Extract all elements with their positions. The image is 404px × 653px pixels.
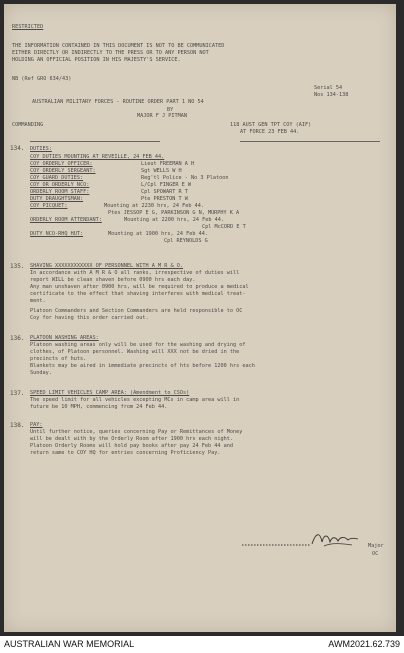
reference: NB (Ref GRO 634/43) [12,76,72,82]
duty-label: DUTY DRAUGHTSMAN: [30,196,84,202]
signature-rank: Major [368,543,384,549]
archive-footer [0,636,404,653]
body-line: certificate to the effect that shaving interferes with medical treat- [30,291,246,297]
commanding-label: COMMANDING [12,122,44,128]
duty-value: Cpl SPOWART R T [141,189,188,195]
body-line: Platoon Orderly Rooms will hold pay books after pay 24 Feb 44 and [30,443,234,449]
notice-line-1: THE INFORMATION CONTAINED IN THIS DOCUMENT IS NOT TO BE COMMUNICATED [12,43,225,49]
notice-line-3: HOLDING AN OFFICIAL POSITION IN HIS MAJESTY'S SERVICE. [12,57,181,63]
section-heading: SHAVING XXXXXXXXXXXX OF PERSONNEL WITH A M R & O. [30,263,184,269]
duty-label: COY OR ORDERLY NCO: [30,182,90,188]
duty-value: Cpl McCORD E T [202,224,246,230]
section-heading: PLATOON WASHING AREAS: [30,335,99,341]
duty-label: ORDERLY ROOM ATTENDANT: [30,217,102,223]
document-page [4,4,396,632]
divider-right [240,141,380,142]
signature-mark [240,528,370,552]
body-line: will be dealt with by the Orderly Room after 1900 hrs each night. [30,436,234,442]
duty-value: Mounting at 1900 hrs, 24 Feb 44. [108,231,208,237]
body-line: future be 10 MPH, commencing from 24 Feb 44. [30,404,168,410]
duty-label: DUTY NCO-RHQ HUT: [30,231,84,237]
duty-value: Ptes JESSOP E G, PARKINSON G N, MURPHY K A [108,210,240,216]
duty-value: Mounting at 2230 hrs, 24 Feb 44. [104,203,204,209]
body-line: Until further notice, queries concerning Pay or Remittances of Money [30,429,243,435]
duty-value: Pte PRESTON T W [141,196,188,202]
body-line: Platoon washing areas only will be used for the washing and drying of [30,342,246,348]
duty-value: L/Cpl FINGER E W [141,182,191,188]
duty-label: COY PICQUET: [30,203,68,209]
body-line: Blankets may be aired in immediate precincts of hts before 1200 hrs each [30,363,255,369]
signature-title: OC [372,551,379,557]
divider-left [30,141,160,142]
duty-label: COY GUARD DUTIES: [30,175,84,181]
body-line: return same to COY HQ for entries concerning Proficiency Pay. [30,450,221,456]
major-name: MAJOR F J PITMAN [137,113,187,119]
duty-label: COY ORDERLY OFFICER: [30,161,93,167]
body-line: precincts of huts. [30,356,87,362]
section-number: 135. [10,263,25,270]
duty-label: COY ORDERLY SERGEANT: [30,168,96,174]
body-line: ment. [30,298,46,304]
archive-id: AWM2021.62.739 [328,639,400,649]
section-number: 134. [10,145,25,152]
body-line: Any man unshaven after 0900 hrs, will be required to produce a medical [30,284,249,290]
body-line: Coy for having this order carried out. [30,315,149,321]
section-number: 136. [10,335,25,342]
body-line: In accordance with A M R & O all ranks, irrespective of duties will [30,270,240,276]
archive-name: AUSTRALIAN WAR MEMORIAL [4,639,135,649]
section-number: 137. [10,390,25,397]
body-line: Platoon Commanders and Section Commanders are held responsible to OC [30,308,243,314]
body-line: clothes, of Platoon personnel. Washing will XXX not be dried in the [30,349,240,355]
body-line: report WILL be clean shaven before 0900 hrs each day. [30,277,196,283]
section-heading: SPEED LIMIT VEHICLES CAMP AREA: (Amendment to CSOs) [30,390,190,396]
body-line: Sunday. [30,370,52,376]
section-heading: PAY: [30,422,43,428]
duty-label: COY DUTIES MOUNTING AT REVEILLE, 24 FEB 44. [30,154,165,160]
notice-line-2: EITHER DIRECTLY OR INDIRECTLY TO THE PRESS OR TO ANY PERSON NOT [12,50,209,56]
unit-name: 118 AUST GEN TPT COY (AIF) [230,122,312,128]
section-heading: DUTIES: [30,146,52,152]
by-label: BY [167,107,174,113]
duty-value: Sgt WELLS W H [141,168,182,174]
order-numbers: Nos 134-138 [314,92,349,98]
duty-value: Mounting at 2200 hrs, 24 Feb 44. [124,217,224,223]
serial-number: Serial 54 [314,85,343,91]
section-number: 138. [10,422,25,429]
duty-value: Reg'tl Police - No 3 Platoon [141,175,229,181]
duty-value: Cpl REYNOLDS G [164,238,208,244]
duty-label: ORDERLY ROOM STAFF: [30,189,90,195]
place-date: AT FORCE 23 FEB 44. [240,129,300,135]
body-line: The speed limit for all vehicles excepting MCs in camp area will in [30,397,240,403]
duty-value: Lieut FREEMAN A H [141,161,195,167]
restricted-label: RESTRICTED [12,24,44,30]
order-title: AUSTRALIAN MILITARY FORCES - ROUTINE ORDER PART 1 NO 54 [32,99,204,105]
